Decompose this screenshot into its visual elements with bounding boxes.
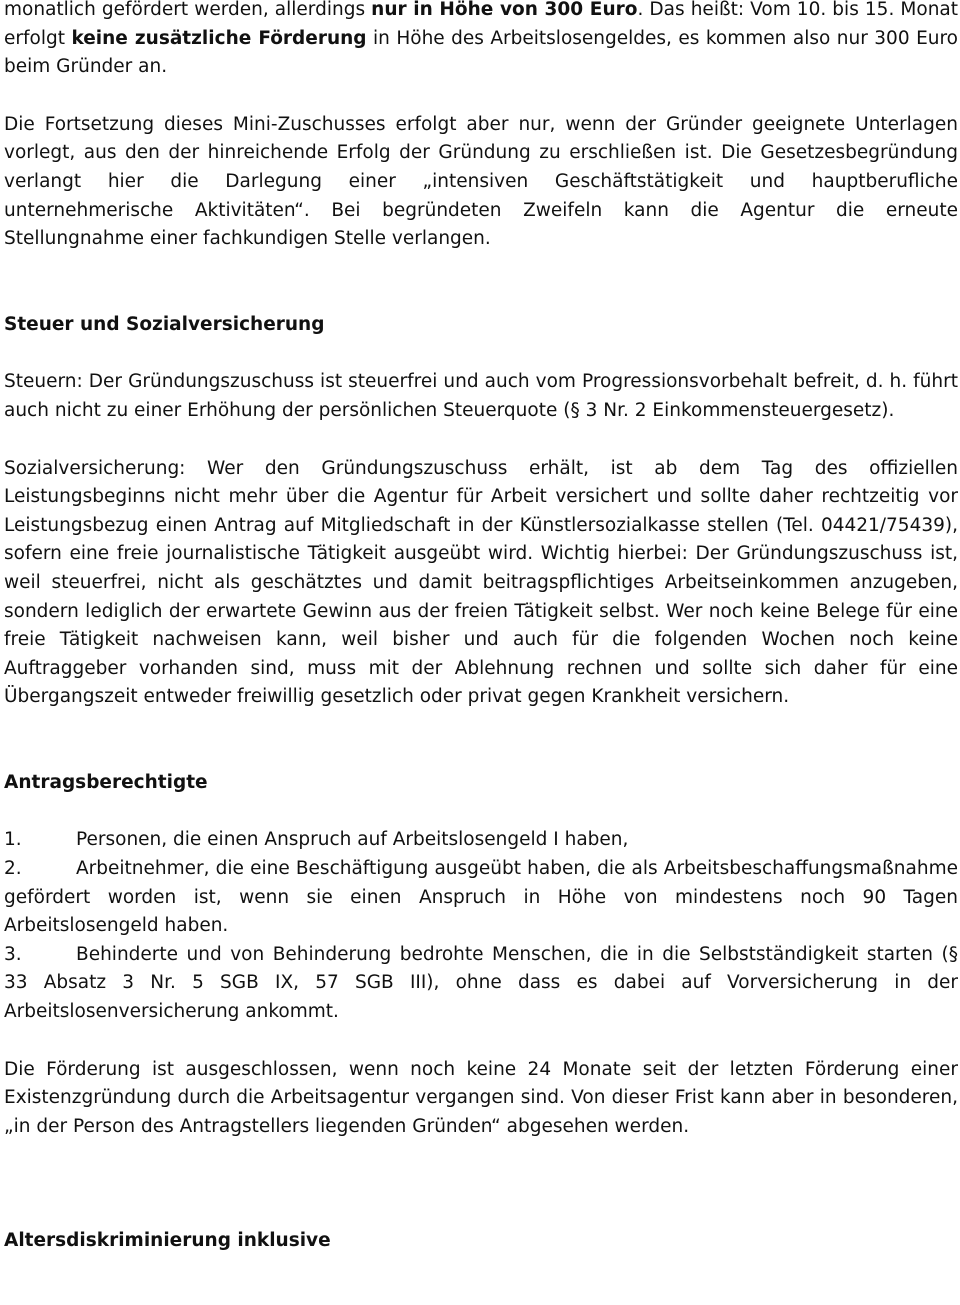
list-item-text: Personen, die einen Anspruch auf Arbeitslosengeld I haben,: [76, 829, 629, 851]
spacer: [4, 426, 958, 455]
intro-bold-1: nur in Höhe von 300 Euro: [371, 0, 638, 20]
spacer: [4, 82, 958, 111]
intro-text-2: . Das heißt: Vom 10. bis 15. Monat erfolgt: [4, 0, 959, 49]
intro-bold-2: keine zusätzliche Förderung: [71, 27, 367, 49]
intro-paragraph-1: [4, 0, 958, 82]
list-item: [4, 855, 958, 941]
intro-text-1: monatlich gefördert werden, allerdings: [4, 0, 372, 20]
spacer: [4, 339, 958, 368]
section-heading-alter: Altersdiskriminierung inklusive: [4, 1230, 331, 1252]
spacer: [4, 712, 958, 769]
list-item-text: Behinderte und von Behinderung bedrohte Menschen, die in die Selbstständigkeit starten (§ 33 Absatz 3 Nr. 5 SGB IX, 57 SGB III), ohne dass es dabei auf Vorversicherung in der Arbeitslosenversicherung ankommt.: [4, 943, 958, 1023]
list-item-number: 2.: [4, 858, 22, 880]
ausschluss-paragraph: Die Förderung ist ausgeschlossen, wenn noch keine 24 Monate seit der letzten Förderung einer Existenzgründung durch die Arbeitsagentur vergangen sind. Von dieser Frist kann aber in besonderen, „in der Person des Antragstellers liegenden Gründen“ abgesehen werden.: [4, 1058, 958, 1137]
list-item: [4, 826, 958, 855]
list-item: [4, 941, 958, 1027]
spacer: [4, 797, 958, 826]
spacer: [4, 254, 958, 311]
list-item-number: 1.: [4, 829, 22, 851]
spacer: [4, 1141, 958, 1198]
spacer: [4, 1198, 958, 1227]
list-item-text: Arbeitnehmer, die eine Beschäftigung ausgeübt haben, die als Arbeitsbeschaffungsmaßnahme gefördert worden ist, wenn sie einen Anspruch in Höhe von mindestens noch 90 Tagen Arbeitslosengeld haben.: [4, 858, 958, 937]
antrag-list: [4, 826, 958, 1026]
intro-paragraph-2: Die Fortsetzung dieses Mini-Zuschusses erfolgt aber nur, wenn der Gründer geeignete Unterlagen vorlegt, aus den der hinreichende Erfolg der Gründung zu erschließen ist. Die Gesetzesbegründung verlangt hier die Darlegung einer „intensiven Geschäftstätigkeit und hauptberufliche unternehmerische Aktivitäten“. Bei begründeten Zweifeln kann die Agentur die erneute Stellungnahme einer fachkundigen Stelle verlangen.: [4, 113, 958, 250]
steuer-paragraph: Steuern: Der Gründungszuschuss ist steuerfrei und auch vom Progressionsvorbehalt befreit, d. h. führt auch nicht zu einer Erhöhung der persönlichen Steuerquote (§ 3 Nr. 2 Einkommensteuergesetz).: [4, 371, 958, 421]
section-heading-steuer: Steuer und Sozialversicherung: [4, 313, 325, 335]
sozialversicherung-paragraph: Sozialversicherung: Wer den Gründungszuschuss erhält, ist ab dem Tag des offiziellen Leistungsbeginns nicht mehr über die Agentur für Arbeit versichert und sollte daher rechtzeitig vor Leistungsbezug einen Antrag auf Mitgliedschaft in der Künstlersozialkasse stellen (Tel. 04421/75439), sofern eine freie journalistische Tätigkeit ausgeübt wird. Wichtig hierbei: Der Gründungszuschuss ist, weil steuerfrei, nicht als geschätztes und damit beitragspflichtiges Arbeitseinkommen anzugeben, sondern lediglich der erwartete Gewinn aus der freien Tätigkeit selbst. Wer noch keine Belege für eine freie Tätigkeit nachweisen kann, weil bisher und auch für die folgenden Wochen noch keine Auftraggeber vorhanden sind, muss mit der Ablehnung rechnen und sollte sich daher für eine Übergangszeit entweder freiwillig gesetzlich oder privat gegen Krankheit versichern.: [4, 457, 958, 708]
document-page: [4, 0, 958, 1256]
spacer: [4, 1027, 958, 1056]
intro-text-3: in Höhe des Arbeitslosengeldes, es kommen also nur 300 Euro beim Gründer an.: [4, 27, 959, 78]
section-heading-antrag: Antragsberechtigte: [4, 771, 208, 793]
list-item-number: 3.: [4, 943, 22, 965]
